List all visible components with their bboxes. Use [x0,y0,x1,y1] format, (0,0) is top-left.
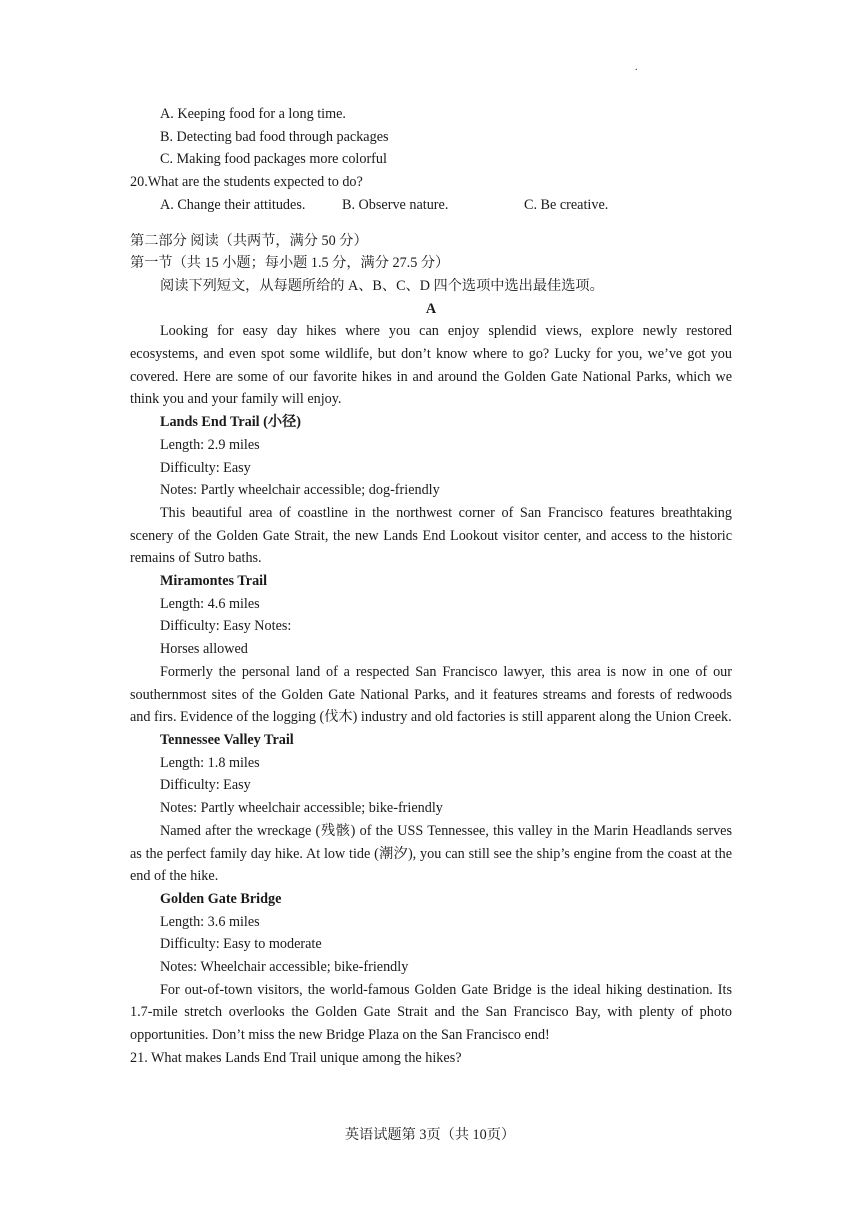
q20-options [130,194,732,217]
trail-1-length: Length: 2.9 miles [160,436,260,453]
trail-2-description: Formerly the personal land of a respected San Francisco lawyer, this area is now in one of our southernmost sites of the Golden Gate National Parks, and it features streams and forests of redwoods and firs. Evidence of the logging (伐木) industry and old factories is still apparent along the Union Creek. [130,663,732,726]
trail-2-difficulty: Difficulty: Easy Notes: [160,618,292,635]
header-mark: . [635,62,638,73]
trail-1-description: This beautiful area of coastline in the northwest corner of San Francisco features breathtaking scenery of the Golden Gate Strait, the new Lands End Lookout visitor center, and access to the historic remains of Sutro baths. [130,504,732,567]
q19-option-b: B. Detecting bad food through packages [160,128,389,145]
part2-title: 第二部分 阅读（共两节，满分 50 分） [130,232,368,249]
intro-paragraph: Looking for easy day hikes where you can enjoy splendid views, explore newly restored ecosystems, and even spot some wildlife, but don’t know where to go? Lucky for you, we’ve got you covered. Here are some of our favorite hikes in and around the Golden Gate National Parks, which we think you and your family will enjoy. [130,323,732,408]
q19-option-a: A. Keeping food for a long time. [160,106,346,122]
trail-2-name: Miramontes Trail [160,573,268,590]
trail-1-notes: Notes: Partly wheelchair accessible; dog-friendly [160,482,440,499]
trail-3-name: Tennessee Valley Trail [160,731,294,748]
q20-question: 20.What are the students expected to do? [130,174,363,191]
trail-2-notes: Horses allowed [160,641,248,658]
page-footer: 英语试题第 3页（共 10页） [344,1127,516,1143]
trail-1-name: Lands End Trail (小径) [160,414,301,431]
trail-4-notes: Notes: Wheelchair accessible; bike-friendly [160,959,409,976]
instruction: 阅读下列短文，从每题所给的 A、B、C、D 四个选项中选出最佳选项。 [160,277,604,294]
section1-title: 第一节（共 15 小题；每小题 1.5 分，满分 27.5 分） [130,255,450,272]
q20-option-a: A. Change their attitudes. [160,196,306,213]
passage-label: A [425,300,437,317]
trail-2-length: Length: 4.6 miles [160,595,260,612]
q20-option-c: C. Be creative. [524,196,609,213]
q20-option-b: B. Observe nature. [342,196,449,213]
trail-4-difficulty: Difficulty: Easy to moderate [160,936,322,953]
trail-4-description: For out-of-town visitors, the world-famous Golden Gate Bridge is the ideal hiking destination. Its 1.7-mile stretch overlooks the Golden Gate Strait and the San Francisco Bay, with plenty of photo opportunities. Don’t miss the new Bridge Plaza on the San Francisco end! [130,981,732,1044]
trail-4-length: Length: 3.6 miles [160,913,260,930]
page-content [130,103,732,1070]
trail-3-description: Named after the wreckage (残骸) of the USS Tennessee, this valley in the Marin Headlands serves as the perfect family day hike. At low tide (潮汐), you can still see the ship’s engine from the coast at the end of the hike. [130,822,732,885]
trail-3-length: Length: 1.8 miles [160,754,260,771]
q19-option-c: C. Making food packages more colorful [160,151,387,168]
trail-3-difficulty: Difficulty: Easy [160,777,251,794]
q21-question: 21. What makes Lands End Trail unique among the hikes? [130,1049,462,1066]
trail-4-name: Golden Gate Bridge [160,890,282,907]
trail-1-difficulty: Difficulty: Easy [160,459,251,476]
trail-3-notes: Notes: Partly wheelchair accessible; bike-friendly [160,800,443,817]
